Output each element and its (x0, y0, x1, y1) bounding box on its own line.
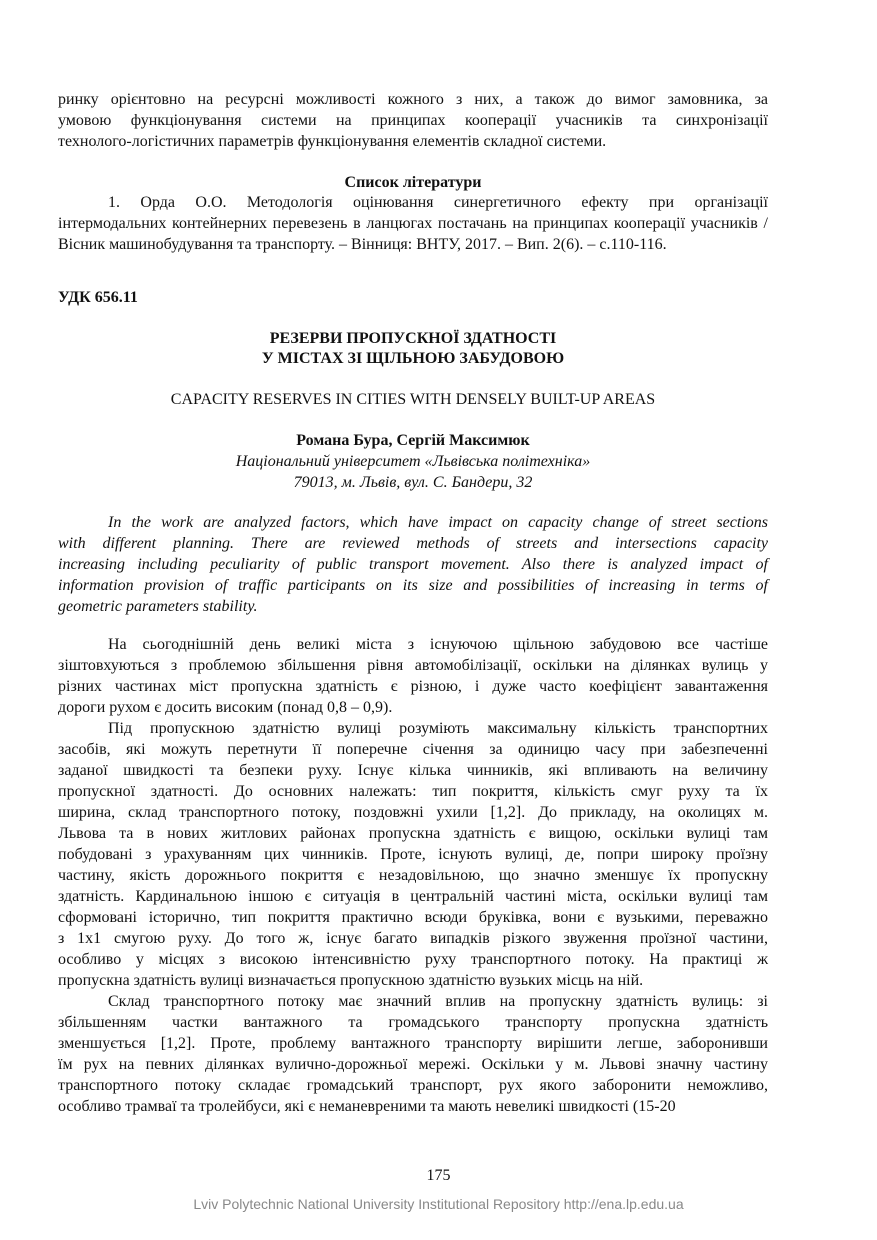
abstract-line: geometric parameters stability. (58, 598, 258, 615)
reference-item (58, 192, 768, 255)
text-line: особливо у місцях з високою інтенсивністю руху транспортного потоку. На практиці ж (58, 951, 768, 968)
paragraph (58, 991, 768, 1117)
authors: Романа Бура, Сергій Максимюк (296, 432, 530, 449)
page-number: 175 (426, 1167, 451, 1184)
text-line: різних частинах міст пропускна здатність є різною, і дуже часто коефіцієнт завантаження (58, 678, 768, 695)
text-line: ширина, склад транспортного потоку, поздовжні ухили [1,2]. До прикладу, на околицях м. (58, 804, 768, 821)
text-line: збільшенням частки вантажного та громадського транспорту пропускна здатність (58, 1014, 768, 1031)
references-heading: Список літератури (344, 174, 482, 191)
text-line: з 1х1 смугою руху. До того ж, існує багато випадків різкого звуження проїзної частини, (58, 930, 768, 947)
text-line: Під пропускною здатністю вулиці розуміють максимальну кількість транспортних (108, 720, 768, 737)
text-line: зіштовхуються з проблемою збільшення рівня автомобілізації, оскільки на ділянках вулиць у (58, 657, 768, 674)
reference-line: інтермодальних контейнерних перевезень в ланцюгах постачань на принципах кооперації учасників / (58, 215, 768, 232)
article-title-uk (58, 329, 768, 369)
abstract-line: In the work are analyzed factors, which have impact on capacity change of street sections (108, 514, 768, 531)
paragraph (58, 718, 768, 991)
text-line: заданої швидкості та безпеки руху. Існує кілька чинників, які впливають на величину (58, 762, 768, 779)
text-line: здатність. Кардинальною іншою є ситуація в центральній частині міста, оскільки вулиці там (58, 888, 768, 905)
text-line: Склад транспортного потоку має значний вплив на пропускну здатність вулиць: зі (108, 993, 768, 1010)
intro-paragraph (58, 89, 768, 152)
abstract-line: increasing including peculiarity of public transport movement. Also there is analyzed impact of (58, 556, 768, 573)
text-line: Львова та в нових житлових районах пропускна здатність є вищою, оскільки вулиці там (58, 825, 768, 842)
text-line: засобів, які можуть перетнути її поперечне січення за одиницю часу при забезпеченні (58, 741, 768, 758)
text-line: дороги рухом є досить високим (понад 0,8 – 0,9). (58, 699, 393, 716)
text-line: їм рух на певних ділянках вулично-дорожньої мережі. Оскільки у м. Львові значну частину (58, 1056, 768, 1073)
repository-footer: Lviv Polytechnic National University Institutional Repository http://ena.lp.edu.ua (193, 1196, 684, 1212)
abstract-line: with different planning. There are reviewed methods of streets and intersections capacity (58, 535, 768, 552)
body-text (58, 634, 768, 1117)
text-line: умовою функціонування системи на принципах кооперації учасників та синхронізації (58, 112, 768, 129)
text-line: На сьогоднішній день великі міста з існуючою щільною забудовою все частіше (108, 636, 768, 653)
title-line: У МІСТАХ ЗІ ЩІЛЬНОЮ ЗАБУДОВОЮ (261, 350, 565, 367)
text-line: пропускна здатність вулиці визначається пропускною здатністю вузьких місць на ній. (58, 972, 644, 989)
text-line: пропускної здатності. До основних належать: тип покриття, кількість смуг руху та їх (58, 783, 768, 800)
text-line: зменшується [1,2]. Проте, проблему вантажного транспорту вирішити легше, заборонивши (58, 1035, 768, 1052)
text-line: особливо трамваї та тролейбуси, які є неманевреними та мають невеликі швидкості (15-20 (58, 1098, 676, 1115)
text-line: побудовані з урахуванням цих чинників. Проте, існують вулиці, де, попри широку проїзну (58, 846, 768, 863)
text-line: частину, якість дорожнього покриття є незадовільною, що значно зменшує їх пропускну (58, 867, 768, 884)
text-line: сформовані історично, тип покриття практично всюди бруківка, вони є вузькими, переважно (58, 909, 768, 926)
text-line: ринку орієнтовно на ресурсні можливості кожного з них, а також до вимог замовника, за (58, 91, 768, 108)
abstract (58, 512, 768, 617)
article-title-en: CAPACITY RESERVES IN CITIES WITH DENSELY BUILT-UP AREAS (170, 391, 656, 408)
reference-line: 1. Орда О.О. Методологія оцінювання синергетичного ефекту при організації (108, 194, 768, 211)
reference-line: Вісник машинобудування та транспорту. – Вінниця: ВНТУ, 2017. – Вип. 2(6). – с.110-116. (58, 236, 667, 253)
text-line: транспортного потоку складає громадський транспорт, рух якого заборонити неможливо, (58, 1077, 768, 1094)
affiliation: Національний університет «Львівська політехніка» (235, 453, 591, 470)
abstract-line: information provision of traffic participants on its size and possibilities of increasing in terms of (58, 577, 768, 594)
address: 79013, м. Львів, вул. С. Бандери, 32 (293, 474, 533, 491)
text-line: технолого-логістичних параметрів функціонування елементів складної системи. (58, 133, 607, 150)
paragraph (58, 634, 768, 718)
udc-code: УДК 656.11 (58, 289, 138, 306)
title-line: РЕЗЕРВИ ПРОПУСКНОЇ ЗДАТНОСТІ (269, 330, 557, 347)
